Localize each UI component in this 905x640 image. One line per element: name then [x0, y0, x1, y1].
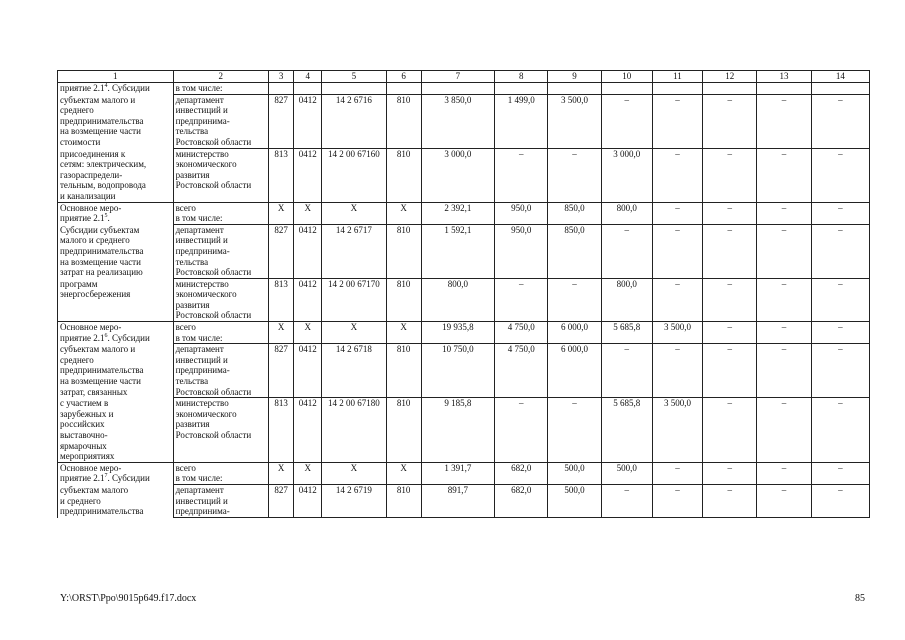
description-line: . Субсидии [107, 332, 150, 343]
table-cell [548, 83, 601, 95]
table-cell: X [294, 322, 322, 344]
description-line: . [107, 213, 110, 224]
table-cell: – [757, 224, 811, 278]
table-cell: – [703, 148, 757, 202]
page-number: 85 [855, 593, 865, 604]
table-cell [601, 83, 652, 95]
footnote-mark: 5 [104, 213, 108, 220]
executor-line: инвестиций и [175, 105, 228, 116]
table-cell: X [322, 202, 386, 224]
table-cell: – [548, 148, 601, 202]
measure-description [58, 224, 174, 278]
table-row [58, 322, 870, 344]
column-header: 9 [548, 71, 601, 83]
table-cell: 1 391,7 [421, 462, 494, 484]
table-cell: 5 685,8 [601, 322, 652, 344]
executor-line: Ростовской области [175, 267, 252, 278]
table-cell: 0412 [294, 398, 322, 463]
table-row [58, 344, 870, 398]
executor-line: инвестиций и [175, 235, 228, 246]
table-cell: 3 850,0 [421, 94, 494, 148]
table-cell: – [811, 278, 869, 321]
column-header: 11 [652, 71, 702, 83]
table-cell: 813 [269, 148, 294, 202]
column-header: 4 [294, 71, 322, 83]
executor [173, 344, 268, 398]
executor-line: развития [175, 419, 210, 430]
executor-line: предпринима- [175, 245, 230, 256]
executor-line: всего [175, 322, 196, 333]
table-cell: – [601, 484, 652, 517]
description-line: мероприятиях [60, 451, 115, 462]
table-cell: – [652, 148, 702, 202]
table-cell: 810 [386, 344, 421, 398]
executor-line: всего [175, 462, 196, 473]
table-cell: – [757, 398, 811, 463]
table-cell: 827 [269, 224, 294, 278]
description-line: приятие 2.1 [60, 473, 105, 484]
executor-line: Ростовской области [175, 310, 252, 321]
table-cell: – [757, 202, 811, 224]
table-cell: – [652, 484, 702, 517]
description-line: стоимости [60, 136, 101, 147]
column-header: 2 [173, 71, 268, 83]
table-cell: – [652, 94, 702, 148]
description-line: сетям: электрическим, [60, 159, 147, 170]
executor [173, 398, 268, 463]
executor-line: экономического [175, 289, 237, 300]
table-cell: 810 [386, 94, 421, 148]
description-line: энергосбережения [60, 289, 131, 300]
table-cell: – [811, 398, 869, 463]
table-cell: – [703, 398, 757, 463]
description-line: предпринимательства [60, 115, 144, 126]
description-line: с участием в [60, 398, 109, 409]
description-line: на возмещение части [60, 256, 141, 267]
table-cell: – [703, 344, 757, 398]
executor-line: департамент [175, 484, 224, 495]
executor-line: министерство [175, 278, 229, 289]
measure-description [58, 322, 174, 344]
table-cell: 800,0 [601, 278, 652, 321]
column-header: 14 [811, 71, 869, 83]
measure-description [58, 344, 174, 398]
table-cell: 2 392,1 [421, 202, 494, 224]
table-row [58, 94, 870, 148]
column-header: 3 [269, 71, 294, 83]
executor-line: тельства [175, 256, 209, 267]
executor-line: департамент [175, 344, 224, 355]
footnote-mark: 7 [104, 473, 108, 480]
table-row [58, 484, 870, 517]
measure-description [58, 484, 174, 517]
table-cell [703, 83, 757, 95]
table-cell [294, 83, 322, 95]
executor-line: инвестиций и [175, 354, 228, 365]
table-cell: – [757, 322, 811, 344]
executor-line: департамент [175, 94, 224, 105]
table-cell: 891,7 [421, 484, 494, 517]
table-row [58, 148, 870, 202]
table-cell: – [495, 278, 548, 321]
column-header: 12 [703, 71, 757, 83]
table-cell: – [757, 94, 811, 148]
description-line: программ [60, 278, 98, 289]
table-cell: 850,0 [548, 202, 601, 224]
description-line: затрат, связанных [60, 386, 128, 397]
table-cell: 4 750,0 [495, 344, 548, 398]
table-cell: – [601, 344, 652, 398]
table-cell: 10 750,0 [421, 344, 494, 398]
executor-line: Ростовской области [175, 136, 252, 147]
table-cell: – [757, 278, 811, 321]
description-line: Субсидии субъектам [60, 224, 140, 235]
description-line: приятие 2.1 [60, 332, 105, 343]
executor [173, 278, 268, 321]
table-cell: 810 [386, 398, 421, 463]
table-cell: 3 500,0 [652, 322, 702, 344]
executor [173, 462, 268, 484]
executor-line: в том числе: [175, 473, 223, 484]
executor [173, 202, 268, 224]
table-cell: – [703, 278, 757, 321]
executor-line: экономического [175, 159, 237, 170]
table-cell: 3 500,0 [652, 398, 702, 463]
table-cell: – [652, 202, 702, 224]
measure-description [58, 278, 174, 321]
description-line: субъектам малого и [60, 344, 136, 355]
executor [173, 83, 268, 95]
table-cell: X [269, 322, 294, 344]
table-cell: – [757, 462, 811, 484]
table-cell: X [322, 322, 386, 344]
table-cell: – [548, 398, 601, 463]
table-cell: – [811, 462, 869, 484]
column-header: 1 [58, 71, 174, 83]
table-cell [386, 83, 421, 95]
table-cell: – [495, 398, 548, 463]
description-line: тельным, водопровода [60, 180, 146, 191]
table-cell: 950,0 [495, 202, 548, 224]
table-cell: – [703, 202, 757, 224]
description-line: Основное меро- [60, 322, 122, 333]
description-line: среднего [60, 105, 94, 116]
executor-line: Ростовской области [175, 180, 252, 191]
measure-description [58, 94, 174, 148]
table-cell: 0412 [294, 344, 322, 398]
table-cell [421, 83, 494, 95]
table-cell: 0412 [294, 484, 322, 517]
description-line: приятие 2.1 [60, 213, 105, 224]
table-cell: – [652, 278, 702, 321]
description-line: присоединения к [60, 148, 126, 159]
description-line: субъектам малого [60, 484, 129, 495]
executor-line: министерство [175, 398, 229, 409]
description-line: предпринимательства [60, 365, 144, 376]
table-cell: 1 499,0 [495, 94, 548, 148]
table-cell: 827 [269, 344, 294, 398]
table-cell: X [386, 202, 421, 224]
footnote-mark: 6 [104, 332, 108, 339]
table-cell: 500,0 [548, 462, 601, 484]
table-cell: 3 500,0 [548, 94, 601, 148]
executor-line: предпринима- [175, 365, 230, 376]
table-cell: 850,0 [548, 224, 601, 278]
table-cell: 6 000,0 [548, 322, 601, 344]
description-line: на возмещение части [60, 376, 141, 387]
table-row [58, 278, 870, 321]
table-cell: – [703, 484, 757, 517]
description-line: на возмещение части [60, 126, 141, 137]
table-cell: – [757, 148, 811, 202]
table-cell [495, 83, 548, 95]
column-header: 5 [322, 71, 386, 83]
executor [173, 484, 268, 517]
executor-line: всего [175, 202, 196, 213]
table-cell: 14 2 6716 [322, 94, 386, 148]
table-cell: X [269, 202, 294, 224]
table-cell: X [386, 322, 421, 344]
table-cell: X [269, 462, 294, 484]
column-header: 10 [601, 71, 652, 83]
table-cell: – [757, 344, 811, 398]
table-cell: 9 185,8 [421, 398, 494, 463]
executor [173, 322, 268, 344]
table-cell: 810 [386, 224, 421, 278]
table-cell: 810 [386, 484, 421, 517]
table-cell: 827 [269, 94, 294, 148]
table-cell [811, 83, 869, 95]
table-cell: – [811, 224, 869, 278]
table-cell: 14 2 6717 [322, 224, 386, 278]
description-line: Основное меро- [60, 462, 122, 473]
table-cell: – [703, 462, 757, 484]
table-row [58, 462, 870, 484]
table-cell: 800,0 [601, 202, 652, 224]
table-cell: 3 000,0 [601, 148, 652, 202]
executor-line: предпринима- [175, 506, 230, 517]
column-header: 7 [421, 71, 494, 83]
measure-description [58, 462, 174, 484]
table-cell: X [294, 202, 322, 224]
column-header: 13 [757, 71, 811, 83]
table-cell: 19 935,8 [421, 322, 494, 344]
table-cell: 14 2 00 67180 [322, 398, 386, 463]
executor-line: в том числе: [175, 213, 223, 224]
description-line: предпринимательства [60, 506, 144, 517]
description-line: и среднего [60, 495, 101, 506]
executor [173, 224, 268, 278]
executor [173, 94, 268, 148]
executor-line: экономического [175, 408, 237, 419]
description-line: затрат на реализацию [60, 267, 143, 278]
description-line: малого и среднего [60, 235, 130, 246]
table-row [58, 202, 870, 224]
measure-description [58, 202, 174, 224]
executor-line: Ростовской области [175, 386, 252, 397]
description-line: выставочно- [60, 430, 108, 440]
table-cell: 950,0 [495, 224, 548, 278]
table-cell [322, 83, 386, 95]
table-cell: – [811, 94, 869, 148]
table-cell: – [703, 224, 757, 278]
executor-line: развития [175, 299, 210, 310]
table-row [58, 398, 870, 463]
table-cell: 3 000,0 [421, 148, 494, 202]
executor-line: развития [175, 169, 210, 180]
measure-description [58, 83, 174, 95]
column-header: 8 [495, 71, 548, 83]
table-cell: – [703, 94, 757, 148]
table-cell: 813 [269, 398, 294, 463]
table-cell: – [495, 148, 548, 202]
description-line: ярмарочных [60, 440, 107, 451]
file-path: Y:\ORST\Ppo\9015p649.f17.docx [60, 593, 197, 604]
executor-line: в том числе: [175, 332, 223, 343]
description-line: . Субсидии [107, 83, 150, 93]
footnote-mark: 4 [104, 83, 108, 89]
table-cell: 14 2 6718 [322, 344, 386, 398]
table-cell: 500,0 [548, 484, 601, 517]
table-cell: – [601, 94, 652, 148]
table-cell: – [811, 344, 869, 398]
executor-line: инвестиций и [175, 495, 228, 506]
table-cell: – [757, 484, 811, 517]
description-line: приятие 2.1 [60, 83, 105, 93]
executor [173, 148, 268, 202]
table-cell: X [386, 462, 421, 484]
description-line: субъектам малого и [60, 94, 136, 105]
table-cell: – [548, 278, 601, 321]
table-cell: 810 [386, 278, 421, 321]
table-cell: – [652, 344, 702, 398]
budget-table [57, 70, 870, 518]
table-cell: 14 2 00 67170 [322, 278, 386, 321]
description-line: . Субсидии [107, 473, 150, 484]
table-cell [652, 83, 702, 95]
executor-line: тельства [175, 376, 209, 387]
description-line: газораспредели- [60, 169, 123, 180]
table-cell: 813 [269, 278, 294, 321]
column-header: 6 [386, 71, 421, 83]
executor-line: тельства [175, 126, 209, 137]
table-cell [757, 83, 811, 95]
table-cell: 14 2 6719 [322, 484, 386, 517]
table-cell: X [294, 462, 322, 484]
executor-line: предпринима- [175, 115, 230, 126]
description-line: Основное меро- [60, 202, 122, 213]
table-cell: – [652, 462, 702, 484]
measure-description [58, 398, 174, 463]
header-row [58, 71, 870, 83]
measure-description [58, 148, 174, 202]
table-cell: 810 [386, 148, 421, 202]
executor-line: в том числе: [175, 83, 223, 93]
table-cell [269, 83, 294, 95]
table-cell: 4 750,0 [495, 322, 548, 344]
table-cell: 0412 [294, 278, 322, 321]
table-cell: 800,0 [421, 278, 494, 321]
table-cell: – [652, 224, 702, 278]
table-row [58, 83, 870, 95]
table-cell: 6 000,0 [548, 344, 601, 398]
table-cell: – [811, 322, 869, 344]
executor-line: министерство [175, 148, 229, 159]
table-cell: 14 2 00 67160 [322, 148, 386, 202]
description-line: и канализации [60, 190, 116, 201]
table-cell: – [703, 322, 757, 344]
executor-line: Ростовской области [175, 430, 252, 440]
description-line: российских [60, 419, 105, 430]
table-cell: – [811, 148, 869, 202]
table-cell: 682,0 [495, 484, 548, 517]
table-cell: 0412 [294, 148, 322, 202]
table-cell: 5 685,8 [601, 398, 652, 463]
table-cell: – [601, 224, 652, 278]
table-cell: 0412 [294, 94, 322, 148]
table-cell: 682,0 [495, 462, 548, 484]
table-cell: 827 [269, 484, 294, 517]
description-line: среднего [60, 354, 94, 365]
table-cell: 1 592,1 [421, 224, 494, 278]
description-line: зарубежных и [60, 408, 114, 419]
table-cell: – [811, 202, 869, 224]
table-cell: 0412 [294, 224, 322, 278]
table-cell: – [811, 484, 869, 517]
table-row [58, 224, 870, 278]
executor-line: департамент [175, 224, 224, 235]
description-line: предпринимательства [60, 245, 144, 256]
table-cell: 500,0 [601, 462, 652, 484]
table-cell: X [322, 462, 386, 484]
